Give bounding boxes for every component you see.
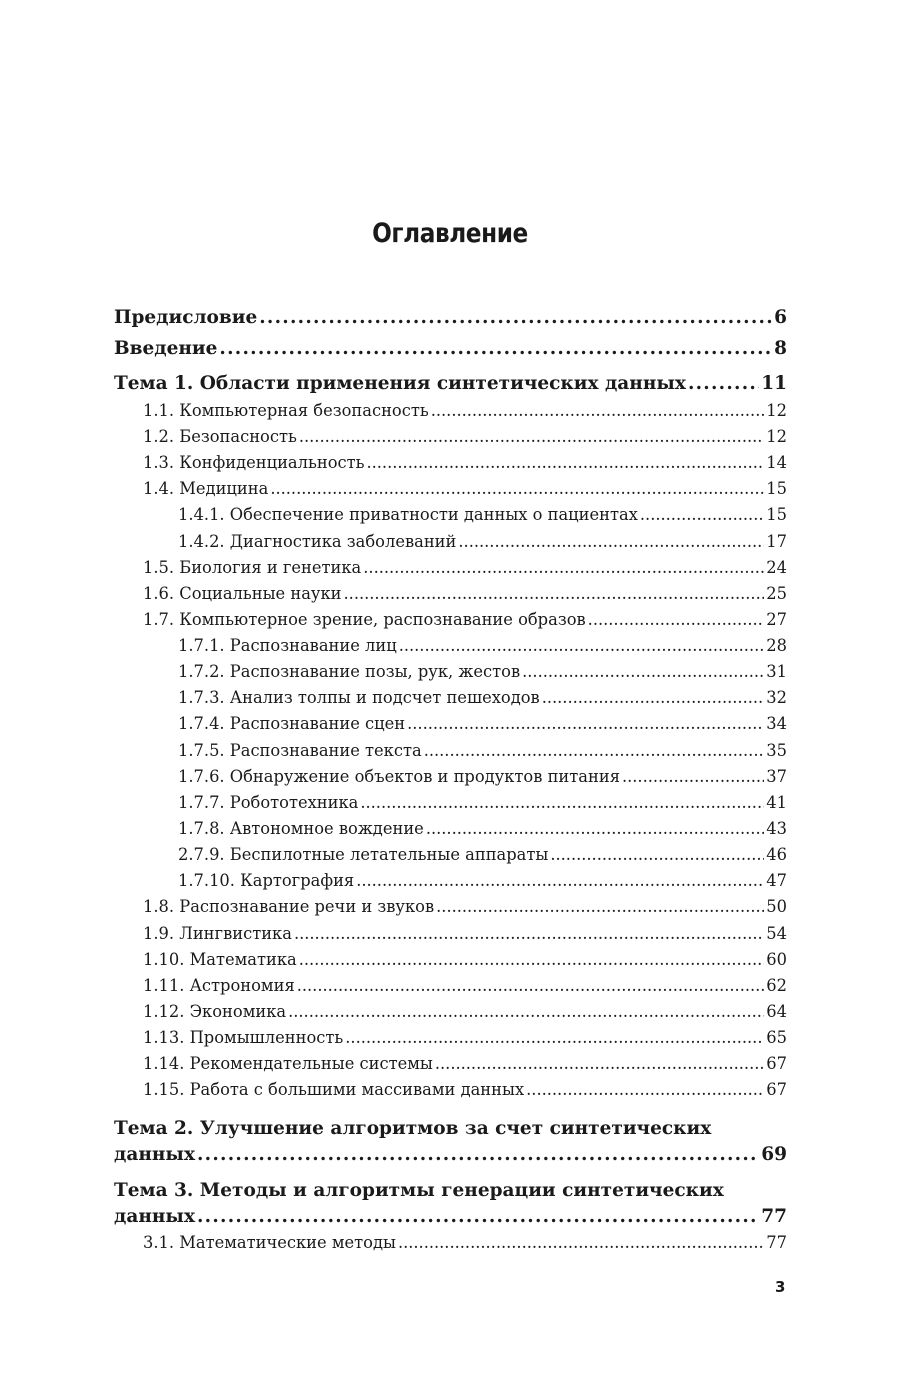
toc-entry-page: 32 xyxy=(766,688,787,707)
toc-entry-page: 15 xyxy=(766,505,787,524)
toc-entry-label: 2.7.9. Беспилотные летательные аппараты xyxy=(178,845,549,864)
toc-entry[interactable] xyxy=(143,1028,787,1047)
leader-dots xyxy=(398,1233,764,1252)
toc-entry[interactable] xyxy=(178,845,787,864)
toc-entry-label: 1.7.8. Автономное вождение xyxy=(178,819,424,838)
toc-entry-label: 1.7.5. Распознавание текста xyxy=(178,741,422,760)
toc-entry[interactable] xyxy=(143,610,787,629)
toc-entry[interactable] xyxy=(143,401,787,420)
toc-entry[interactable] xyxy=(143,1054,787,1073)
toc-entry-page: 54 xyxy=(766,924,787,943)
toc-entry-page: 11 xyxy=(761,373,787,394)
leader-dots xyxy=(294,924,764,943)
leader-dots xyxy=(458,532,764,551)
leader-dots xyxy=(435,1054,764,1073)
toc-entry-label: 1.1. Компьютерная безопасность xyxy=(143,401,429,420)
toc-entry-page: 6 xyxy=(774,307,787,328)
leader-dots xyxy=(259,307,772,328)
toc-entry[interactable] xyxy=(178,741,787,760)
toc-entry-label: 1.7.10. Картография xyxy=(178,871,355,890)
leader-dots xyxy=(363,558,764,577)
toc-entry-page: 14 xyxy=(766,453,787,472)
leader-dots xyxy=(299,427,764,446)
toc-entry-label: 1.7.7. Робототехника xyxy=(178,793,359,812)
toc-entry-page: 35 xyxy=(766,741,787,760)
toc-entry-page: 27 xyxy=(766,610,787,629)
toc-entry-label: 1.6. Социальные науки xyxy=(143,584,342,603)
toc-entry[interactable] xyxy=(143,427,787,446)
leader-dots xyxy=(550,845,764,864)
toc-entry[interactable] xyxy=(178,636,787,655)
leader-dots xyxy=(297,976,765,995)
leader-dots xyxy=(197,1206,759,1227)
leader-dots xyxy=(688,373,759,394)
leader-dots xyxy=(366,453,764,472)
toc-entry[interactable] xyxy=(178,793,787,812)
toc-entry-page: 64 xyxy=(766,1002,787,1021)
toc-entry[interactable] xyxy=(143,453,787,472)
toc-entry-topic-2[interactable] xyxy=(114,1144,787,1165)
toc-entry-page: 65 xyxy=(766,1028,787,1047)
page-title: Оглавление xyxy=(372,218,528,249)
toc-entry-label: 3.1. Математические методы xyxy=(143,1233,396,1252)
toc-entry-label: 1.9. Лингвистика xyxy=(143,924,292,943)
toc-entry-label: 1.4.1. Обеспечение приватности данных о пациентах xyxy=(178,505,638,524)
toc-entry[interactable] xyxy=(178,505,787,524)
toc-entry-page: 46 xyxy=(766,845,787,864)
toc-entry-label: 1.13. Промышленность xyxy=(143,1028,344,1047)
toc-entry-topic-1[interactable] xyxy=(114,373,787,394)
toc-entry[interactable] xyxy=(178,871,787,890)
leader-dots xyxy=(288,1002,764,1021)
toc-entry-label: 1.15. Работа с большими массивами данных xyxy=(143,1080,525,1099)
leader-dots xyxy=(299,950,765,969)
toc-entry-page: 15 xyxy=(766,479,787,498)
leader-dots xyxy=(407,714,764,733)
toc-entry-page: 47 xyxy=(766,871,787,890)
leader-dots xyxy=(345,1028,764,1047)
toc-entry-page: 43 xyxy=(766,819,787,838)
toc-entry[interactable] xyxy=(143,558,787,577)
toc-entry-label: 1.5. Биология и генетика xyxy=(143,558,362,577)
toc-entry[interactable] xyxy=(143,950,787,969)
toc-entry-page: 34 xyxy=(766,714,787,733)
leader-dots xyxy=(522,662,764,681)
toc-entry[interactable] xyxy=(178,532,787,551)
leader-dots xyxy=(426,819,764,838)
toc-entry[interactable] xyxy=(178,819,787,838)
leader-dots xyxy=(436,897,764,916)
leader-dots xyxy=(526,1080,764,1099)
toc-entry-label: 1.3. Конфиденциальность xyxy=(143,453,365,472)
toc-entry-label: данных xyxy=(114,1206,195,1227)
toc-entry-page: 12 xyxy=(766,401,787,420)
toc-entry-label: 1.14. Рекомендательные системы xyxy=(143,1054,433,1073)
toc-entry[interactable] xyxy=(143,584,787,603)
toc-entry-label: 1.7.3. Анализ толпы и подсчет пешеходов xyxy=(178,688,540,707)
toc-entry-page: 41 xyxy=(766,793,787,812)
leader-dots xyxy=(197,1144,759,1165)
toc-entry-label: Введение xyxy=(114,338,218,359)
toc-entry[interactable] xyxy=(178,767,787,786)
toc-entry-label: 1.7. Компьютерное зрение, распознавание образов xyxy=(143,610,586,629)
toc-entry-label: 1.2. Безопасность xyxy=(143,427,297,446)
leader-dots xyxy=(588,610,765,629)
toc-entry-label: 1.7.6. Обнаружение объектов и продуктов питания xyxy=(178,767,620,786)
leader-dots xyxy=(270,479,764,498)
toc-entry-label: 1.4. Медицина xyxy=(143,479,269,498)
leader-dots xyxy=(424,741,765,760)
toc-entry[interactable] xyxy=(178,688,787,707)
toc-entry-page: 37 xyxy=(766,767,787,786)
page-number: 3 xyxy=(775,1278,786,1296)
leader-dots xyxy=(356,871,764,890)
toc-entry-label: 1.12. Экономика xyxy=(143,1002,287,1021)
leader-dots xyxy=(219,338,772,359)
toc-entry-label: 1.8. Распознавание речи и звуков xyxy=(143,897,435,916)
toc-entry-page: 77 xyxy=(766,1233,787,1252)
leader-dots xyxy=(431,401,765,420)
toc-entry-label: Тема 1. Области применения синтетических данных xyxy=(114,373,686,394)
toc-entry[interactable] xyxy=(143,897,787,916)
toc-entry[interactable] xyxy=(143,1233,787,1252)
toc-entry-page: 12 xyxy=(766,427,787,446)
toc-entry-page: 31 xyxy=(766,662,787,681)
toc-entry-label: 1.7.2. Распознавание позы, рук, жестов xyxy=(178,662,521,681)
toc-entry-page: 69 xyxy=(761,1144,787,1165)
toc-entry-page: 60 xyxy=(766,950,787,969)
toc-entry-label: данных xyxy=(114,1144,195,1165)
toc-entry-page: 8 xyxy=(774,338,787,359)
toc-entry-label: 1.11. Астрономия xyxy=(143,976,295,995)
toc-entry[interactable] xyxy=(143,1002,787,1021)
toc-entry-page: 50 xyxy=(766,897,787,916)
toc-entry[interactable] xyxy=(143,924,787,943)
toc-entry[interactable] xyxy=(178,662,787,681)
toc-entry-topic-3-line1[interactable]: Тема 3. Методы и алгоритмы генерации синтетических xyxy=(114,1180,724,1201)
toc-entry-label: Предисловие xyxy=(114,307,258,328)
toc-entry[interactable] xyxy=(143,479,787,498)
leader-dots xyxy=(344,584,765,603)
toc-entry-page: 67 xyxy=(766,1054,787,1073)
leader-dots xyxy=(360,793,764,812)
toc-entry-page: 62 xyxy=(766,976,787,995)
toc-entry-label: 1.7.1. Распознавание лиц xyxy=(178,636,397,655)
toc-entry[interactable] xyxy=(143,1080,787,1099)
leader-dots xyxy=(622,767,764,786)
leader-dots xyxy=(542,688,765,707)
toc-entry-label: 1.4.2. Диагностика заболеваний xyxy=(178,532,457,551)
toc-entry-topic-2-line1[interactable]: Тема 2. Улучшение алгоритмов за счет синтетических xyxy=(114,1118,712,1139)
toc-entry-page: 17 xyxy=(766,532,787,551)
toc-entry[interactable] xyxy=(178,714,787,733)
toc-entry-label: 1.7.4. Распознавание сцен xyxy=(178,714,406,733)
leader-dots xyxy=(399,636,765,655)
toc-entry-preface[interactable] xyxy=(114,307,787,328)
toc-entry-label: 1.10. Математика xyxy=(143,950,297,969)
toc-entry-introduction[interactable] xyxy=(114,338,787,359)
toc-entry-page: 28 xyxy=(766,636,787,655)
toc-entry[interactable] xyxy=(143,976,787,995)
toc-entry-page: 77 xyxy=(761,1206,787,1227)
toc-entry-page: 67 xyxy=(766,1080,787,1099)
toc-entry-page: 25 xyxy=(766,584,787,603)
toc-entry-page: 24 xyxy=(766,558,787,577)
leader-dots xyxy=(640,505,764,524)
toc-entry-topic-3[interactable] xyxy=(114,1206,787,1227)
